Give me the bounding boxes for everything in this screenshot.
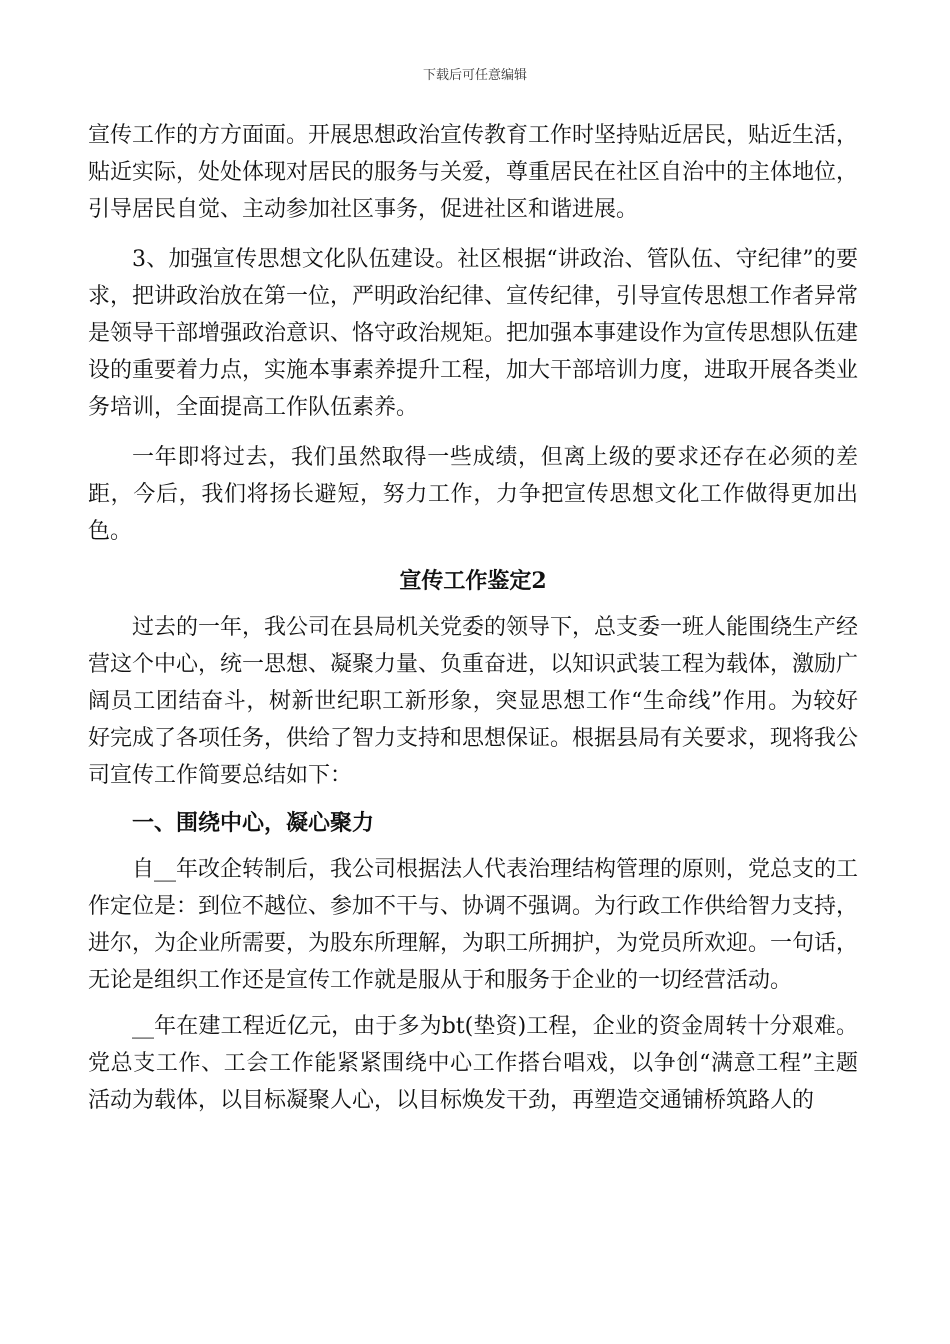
paragraph-conclusion: 一年即将过去，我们虽然取得一些成绩，但离上级的要求还存在必须的差距，今后，我们将扬长避短，努力工作，力争把宣传思想文化工作做得更加出色。 — [88, 445, 858, 544]
document-body — [88, 117, 858, 1119]
paragraph-team-building: 3、加强宣传思想文化队伍建设。社区根据“讲政治、管队伍、守纪律”的要求，把讲政治放在第一位，严明政治纪律、宣传纪律，引导宣传思想工作者异常是领导干部增强政治意识、恪守政治规矩。把加强本事建设作为宣传思想队伍建设的重要着力点，实施本事素养提升工程，加大干部培训力度，进取开展各类业务培训，全面提高工作队伍素养。 — [88, 247, 859, 420]
subheading-one: 一、围绕中心，凝心聚力 — [132, 810, 375, 836]
paragraph-continuation: 宣传工作的方方面面。开展思想政治宣传教育工作时坚持贴近居民，贴近生活，贴近实际，处处体现对居民的服务与关爱，尊重居民在社区自治中的主体地位，引导居民自觉、主动参加社区事务，促进社区和谐进展。 — [88, 123, 859, 222]
download-note: 下载后可任意编辑 — [422, 68, 527, 83]
paragraph-projects: __年在建工程近亿元，由于多为bt(垫资)工程，企业的资金周转十分艰难。党总支工作、工会工作能紧紧围绕中心工作搭台唱戏，以争创“满意工程”主题活动为载体，以目标凝聚人心，以目标焕发干劲，再塑造交通铺桥筑路人的 — [88, 1014, 858, 1113]
paragraph-intro: 过去的一年，我公司在县局机关党委的领导下，总支委一班人能围绕生产经营这个中心，统一思想、凝聚力量、负重奋进，以知识武装工程为载体，激励广阔员工团结奋斗，树新世纪职工新形象，突显思想工作“生命线”作用。为较好好完成了各项任务，供给了智力支持和思想保证。根据县局有关要求，现将我公司宣传工作简要总结如下： — [88, 615, 859, 788]
paragraph-positioning: 自__年改企转制后，我公司根据法人代表治理结构管理的原则，党总支的工作定位是：到位不越位、参加不干与、协调不强调。为行政工作供给智力支持，进尔，为企业所需要，为股东所理解，为职工所拥护，为党员所欢迎。一句话，无论是组织工作还是宣传工作就是服从于和服务于企业的一切经营活动。 — [88, 857, 859, 993]
section-title: 宣传工作鉴定2 — [399, 568, 547, 594]
